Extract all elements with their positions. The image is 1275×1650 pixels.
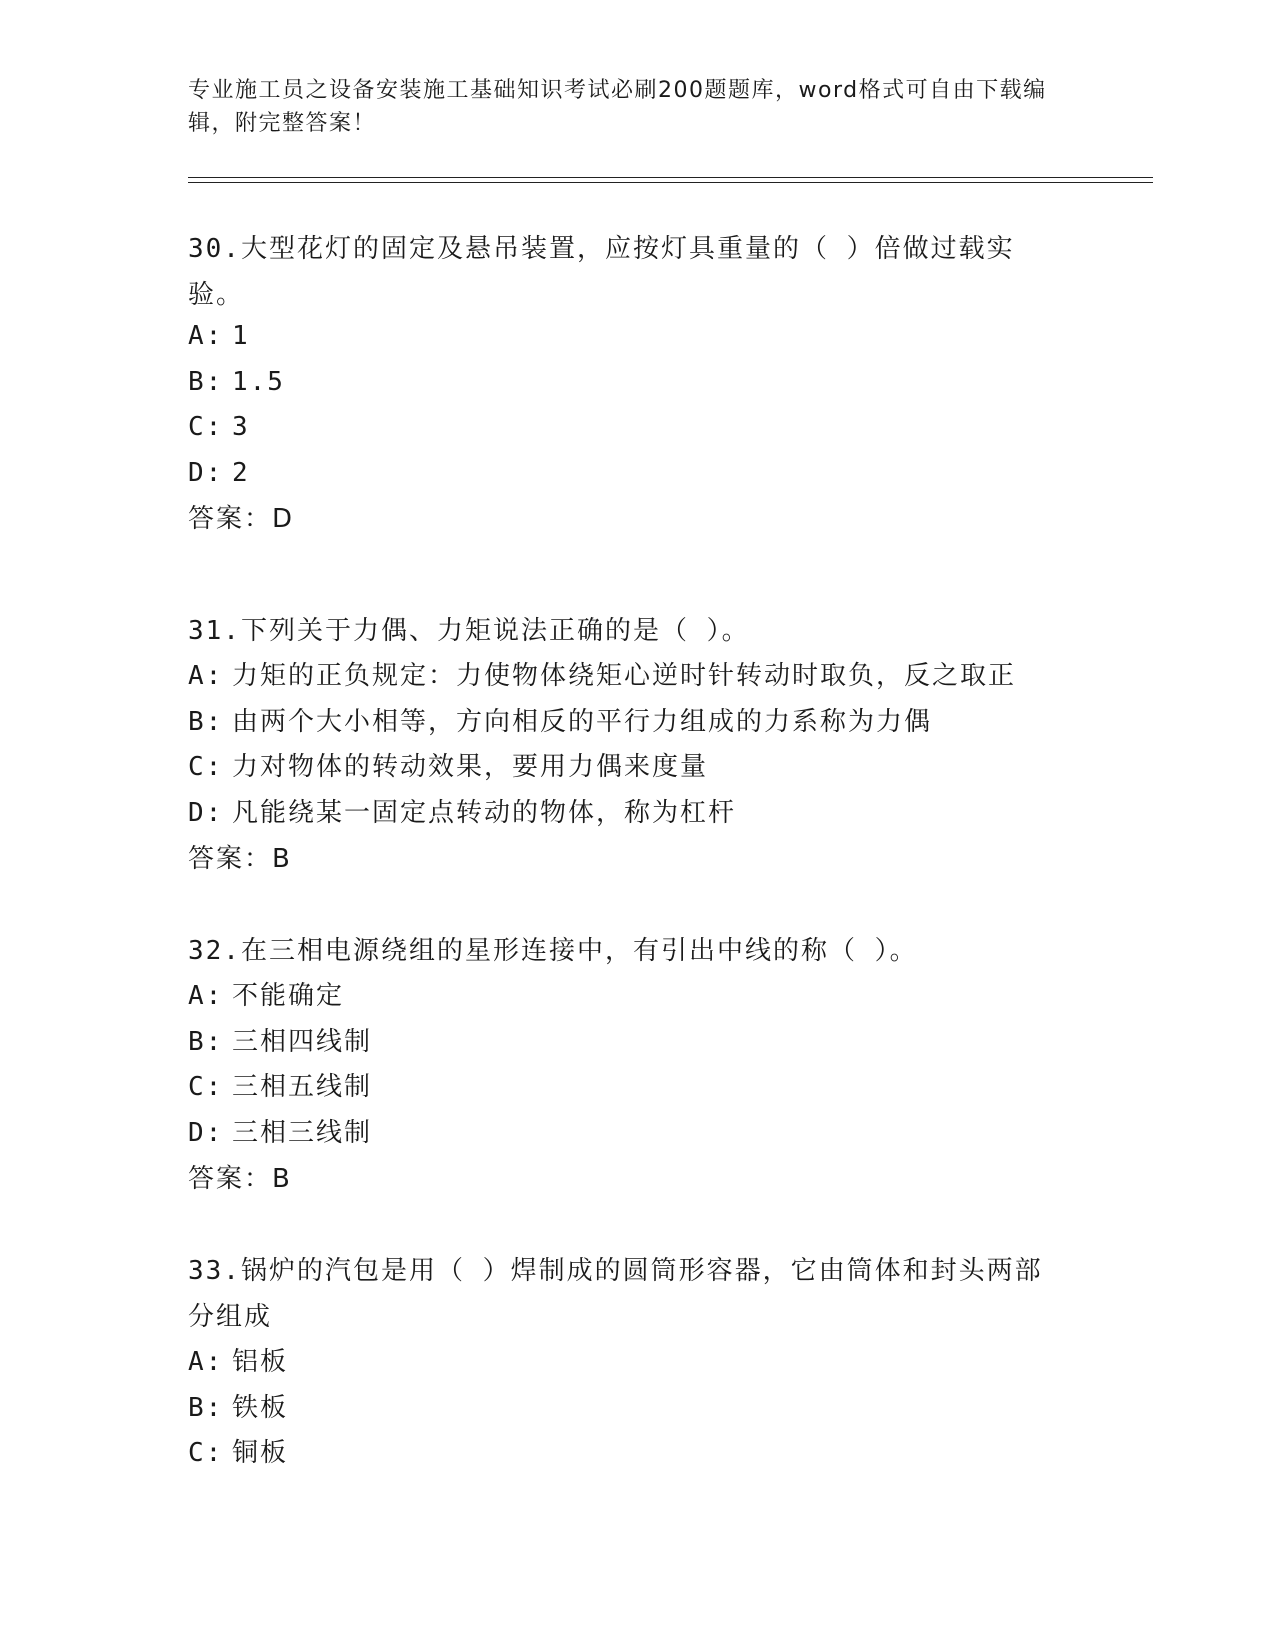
option-a xyxy=(188,654,1088,700)
question-32 xyxy=(188,928,1088,1202)
option-letter: B: xyxy=(188,706,224,737)
question-33 xyxy=(188,1248,1088,1477)
answer: 答案：D xyxy=(188,504,295,534)
option-text: 力矩的正负规定：力使物体绕矩心逆时针转动时取负，反之取正 xyxy=(232,661,1017,691)
option-text: 1 xyxy=(232,321,250,351)
option-letter: D: xyxy=(188,797,224,828)
option-text: 力对物体的转动效果，要用力偶来度量 xyxy=(232,752,709,782)
option-c xyxy=(188,1065,1088,1111)
option-c xyxy=(188,1431,1088,1477)
option-a xyxy=(188,974,1088,1020)
option-text: 凡能绕某一固定点转动的物体，称为杠杆 xyxy=(232,797,737,828)
option-letter: B: xyxy=(188,1026,224,1057)
option-letter: C: xyxy=(188,1438,224,1468)
answer: 答案：B xyxy=(188,844,292,874)
option-letter: C: xyxy=(188,1072,224,1102)
option-text: 3 xyxy=(232,412,250,442)
question-stem: 32.在三相电源绕组的星形连接中，有引出中线的称（ ）。 xyxy=(188,936,918,966)
option-d xyxy=(188,1111,1088,1157)
answer: 答案：B xyxy=(188,1164,292,1194)
option-d xyxy=(188,791,1088,837)
option-text: 2 xyxy=(232,457,250,488)
document-title: 专业施工员之设备安装施工基础知识考试必刷200题题库，word格式可自由下载编辑，附完整答案！ xyxy=(188,78,1047,136)
option-c xyxy=(188,405,1088,451)
option-text: 由两个大小相等，方向相反的平行力组成的力系称为力偶 xyxy=(232,706,933,737)
option-b xyxy=(188,1020,1088,1066)
question-stem: 31.下列关于力偶、力矩说法正确的是（ ）。 xyxy=(188,616,750,646)
option-a xyxy=(188,1340,1088,1386)
option-c xyxy=(188,745,1088,791)
option-letter: B: xyxy=(188,366,224,397)
option-text: 铝板 xyxy=(232,1347,289,1377)
question-31 xyxy=(188,608,1088,882)
option-a xyxy=(188,314,1088,360)
question-30 xyxy=(188,226,1088,542)
header-rule-top xyxy=(188,177,1153,178)
option-text: 铁板 xyxy=(232,1392,289,1423)
header-rule-bottom xyxy=(188,182,1153,183)
option-b xyxy=(188,700,1088,746)
option-letter: B: xyxy=(188,1392,224,1423)
option-text: 1.5 xyxy=(232,366,285,397)
option-text: 三相五线制 xyxy=(232,1072,373,1102)
option-text: 不能确定 xyxy=(232,981,345,1011)
option-text: 三相三线制 xyxy=(232,1117,373,1148)
option-b xyxy=(188,360,1088,406)
option-d xyxy=(188,451,1088,497)
option-letter: A: xyxy=(188,661,224,691)
option-letter: A: xyxy=(188,1347,224,1377)
option-text: 三相四线制 xyxy=(232,1026,373,1057)
question-stem: 30.大型花灯的固定及悬吊装置，应按灯具重量的（ ）倍做过载实验。 xyxy=(188,234,1015,310)
option-letter: C: xyxy=(188,752,224,782)
option-letter: A: xyxy=(188,321,224,351)
option-text: 铜板 xyxy=(232,1438,289,1468)
option-letter: C: xyxy=(188,412,224,442)
option-letter: D: xyxy=(188,1117,224,1148)
option-b xyxy=(188,1386,1088,1432)
document-header xyxy=(188,74,1088,140)
option-letter: A: xyxy=(188,981,224,1011)
option-letter: D: xyxy=(188,457,224,488)
question-stem: 33.锅炉的汽包是用（ ）焊制成的圆筒形容器，它由筒体和封头两部分组成 xyxy=(188,1256,1043,1332)
